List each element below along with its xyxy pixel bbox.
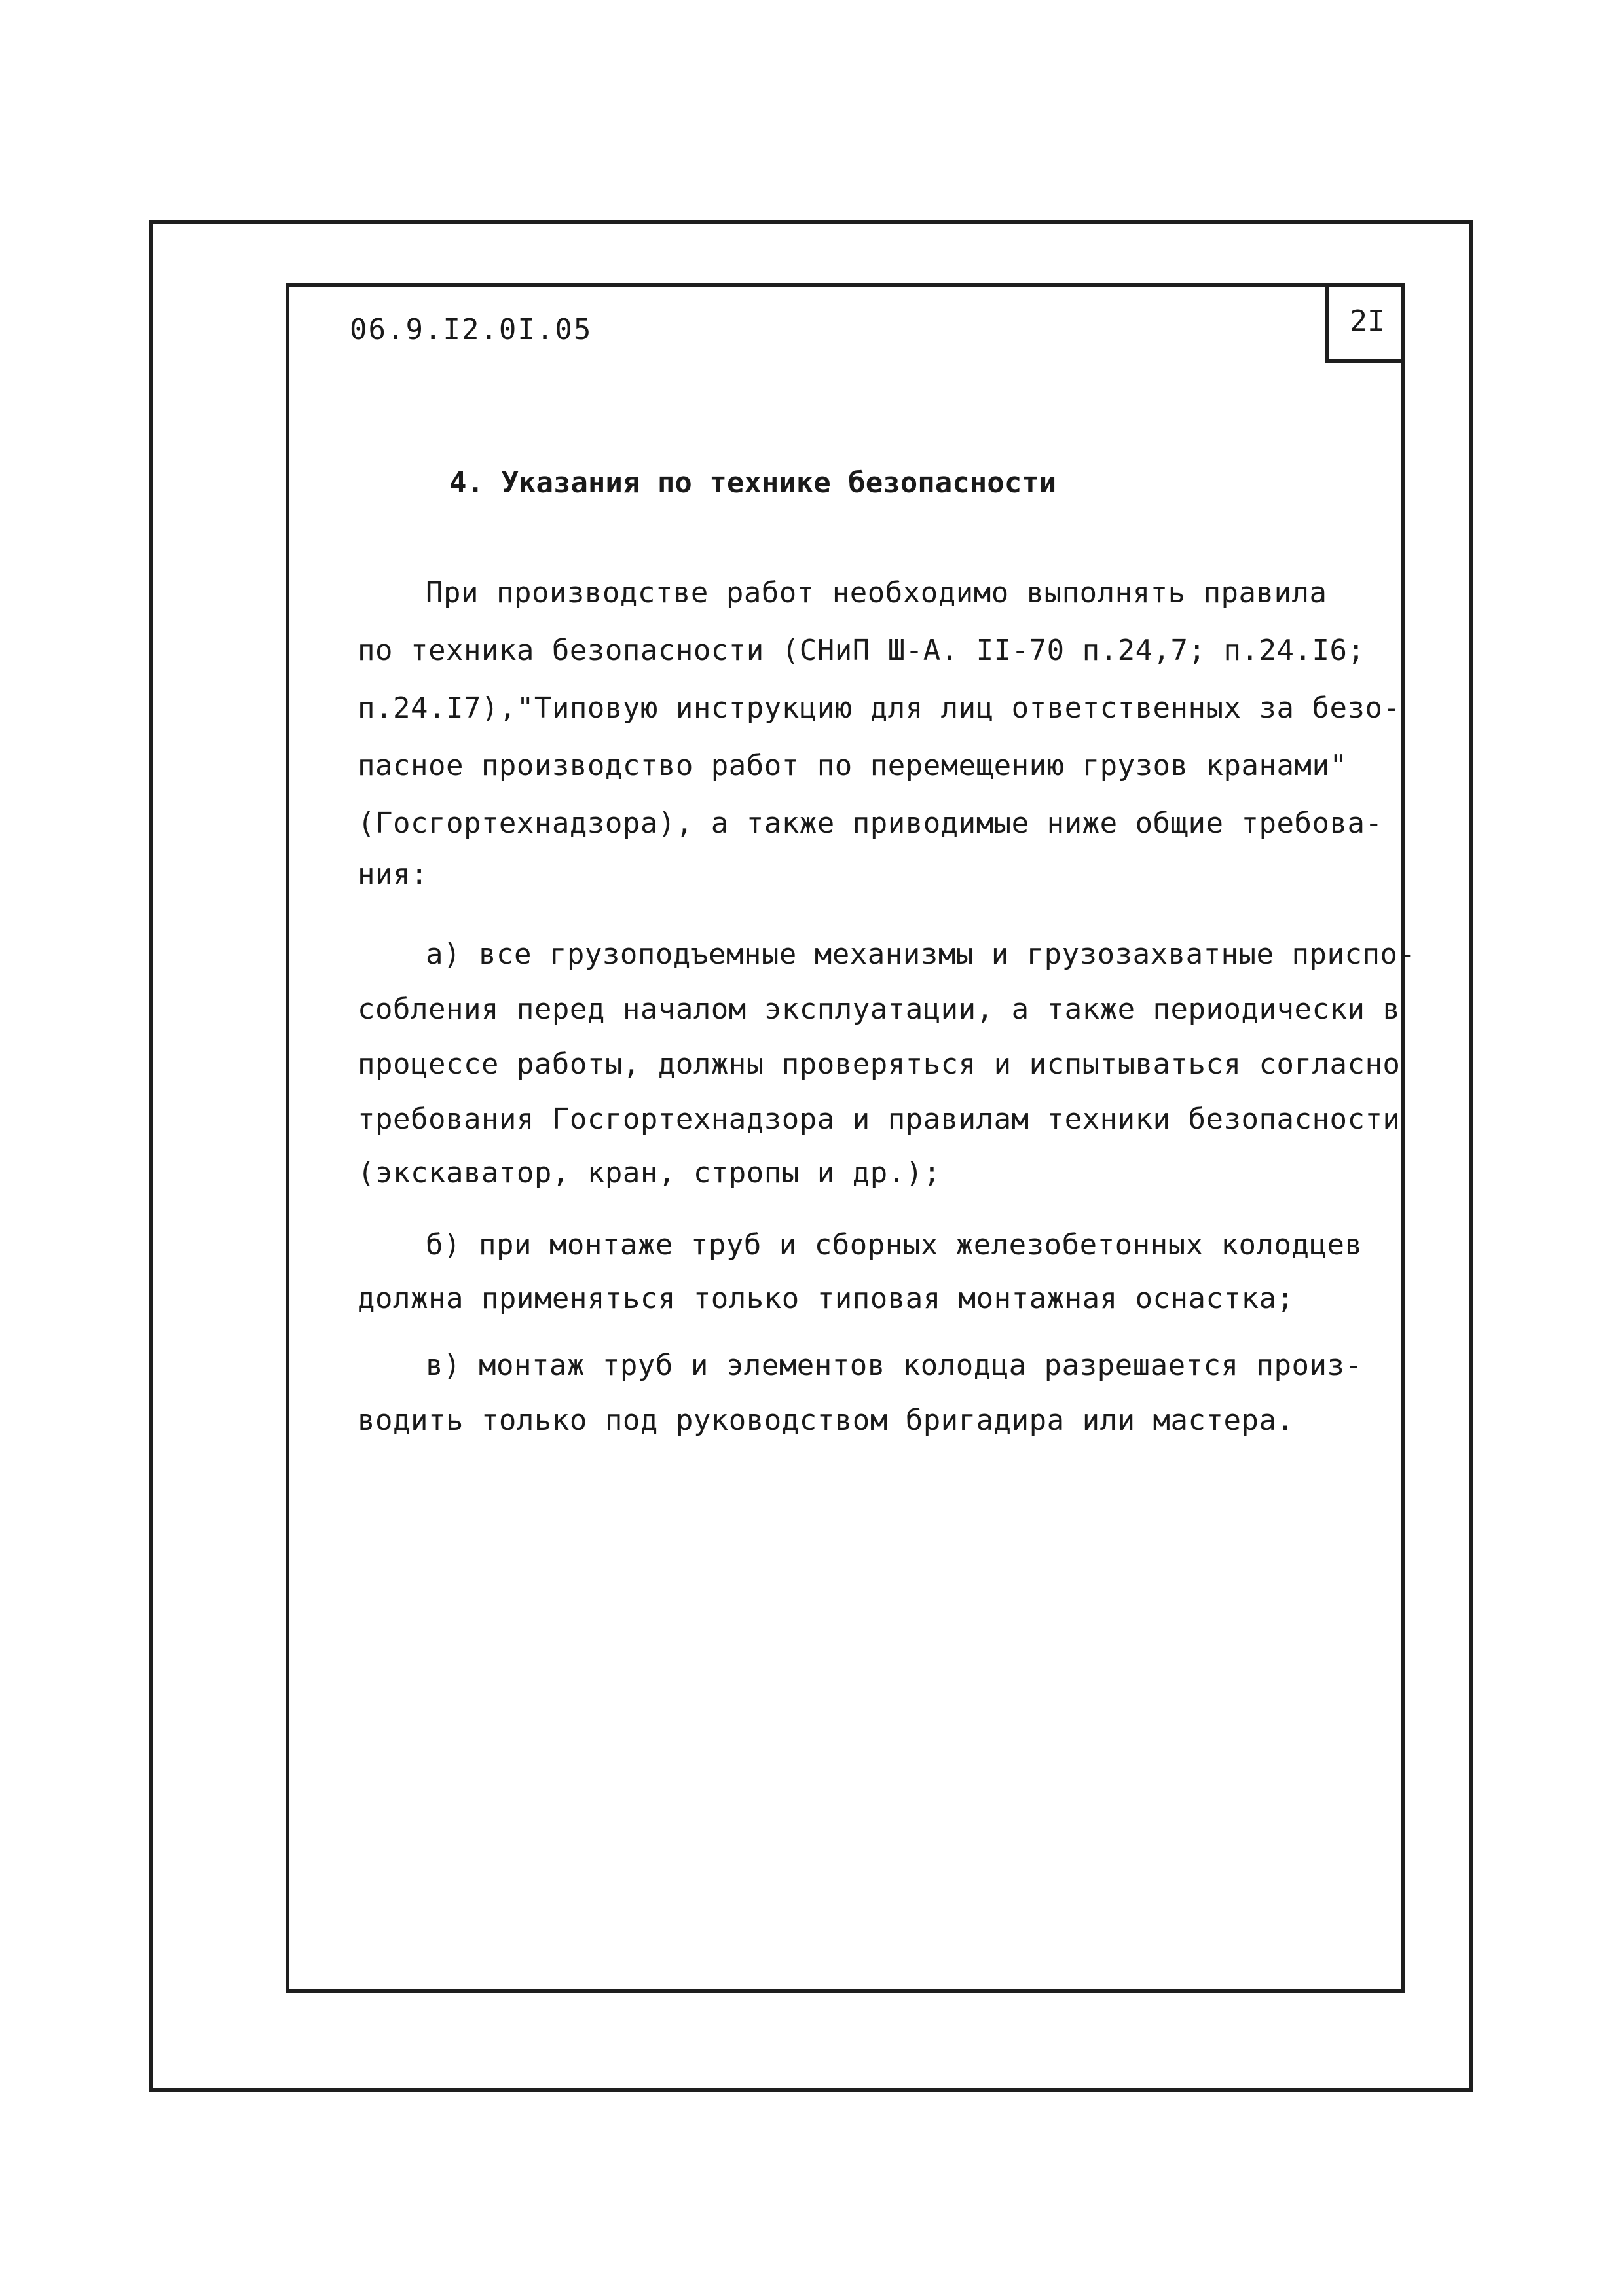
list-item-line: в) монтаж труб и элементов колодца разрешается произ- [426,1349,1363,1382]
intro-line: по техника безопасности (СНиП Ш-А. II-70 п.24,7; п.24.I6; [358,634,1365,667]
intro-line: пасное производство работ по перемещению грузов кранами" [358,749,1348,782]
list-item-line: а) все грузоподъемные механизмы и грузозахватные приспо- [426,938,1416,971]
intro-line: (Госгортехнадзора), а также приводимые ниже общие требова- [358,807,1383,840]
list-item-line: процессе работы, должны проверяться и испытываться согласно [358,1048,1401,1081]
section-title: 4. Указания по технике безопасности [449,466,1057,500]
list-item-line: водить только под руководством бригадира или мастера. [358,1404,1295,1437]
list-item-line: должна применяться только типовая монтажная оснастка; [358,1282,1295,1315]
inner-frame [286,283,1405,1993]
document-code: 06.9.I2.0I.05 [350,313,593,346]
list-item-line: требования Госгортехнадзора и правилам техники безопасности [358,1102,1401,1136]
list-item-line: (экскаватор, кран, стропы и др.); [358,1156,941,1190]
list-item-line: б) при монтаже труб и сборных железобетонных колодцев [426,1228,1363,1262]
intro-line: ния: [358,858,428,891]
intro-line: При производстве работ необходимо выполнять правила [426,576,1327,610]
intro-line: п.24.I7),"Типовую инструкцию для лиц ответственных за безо- [358,691,1401,725]
page-number-box [1325,283,1405,363]
page-number: 2I [1350,304,1385,338]
list-item-line: собления перед началом эксплуатации, а также периодически в [358,993,1401,1026]
